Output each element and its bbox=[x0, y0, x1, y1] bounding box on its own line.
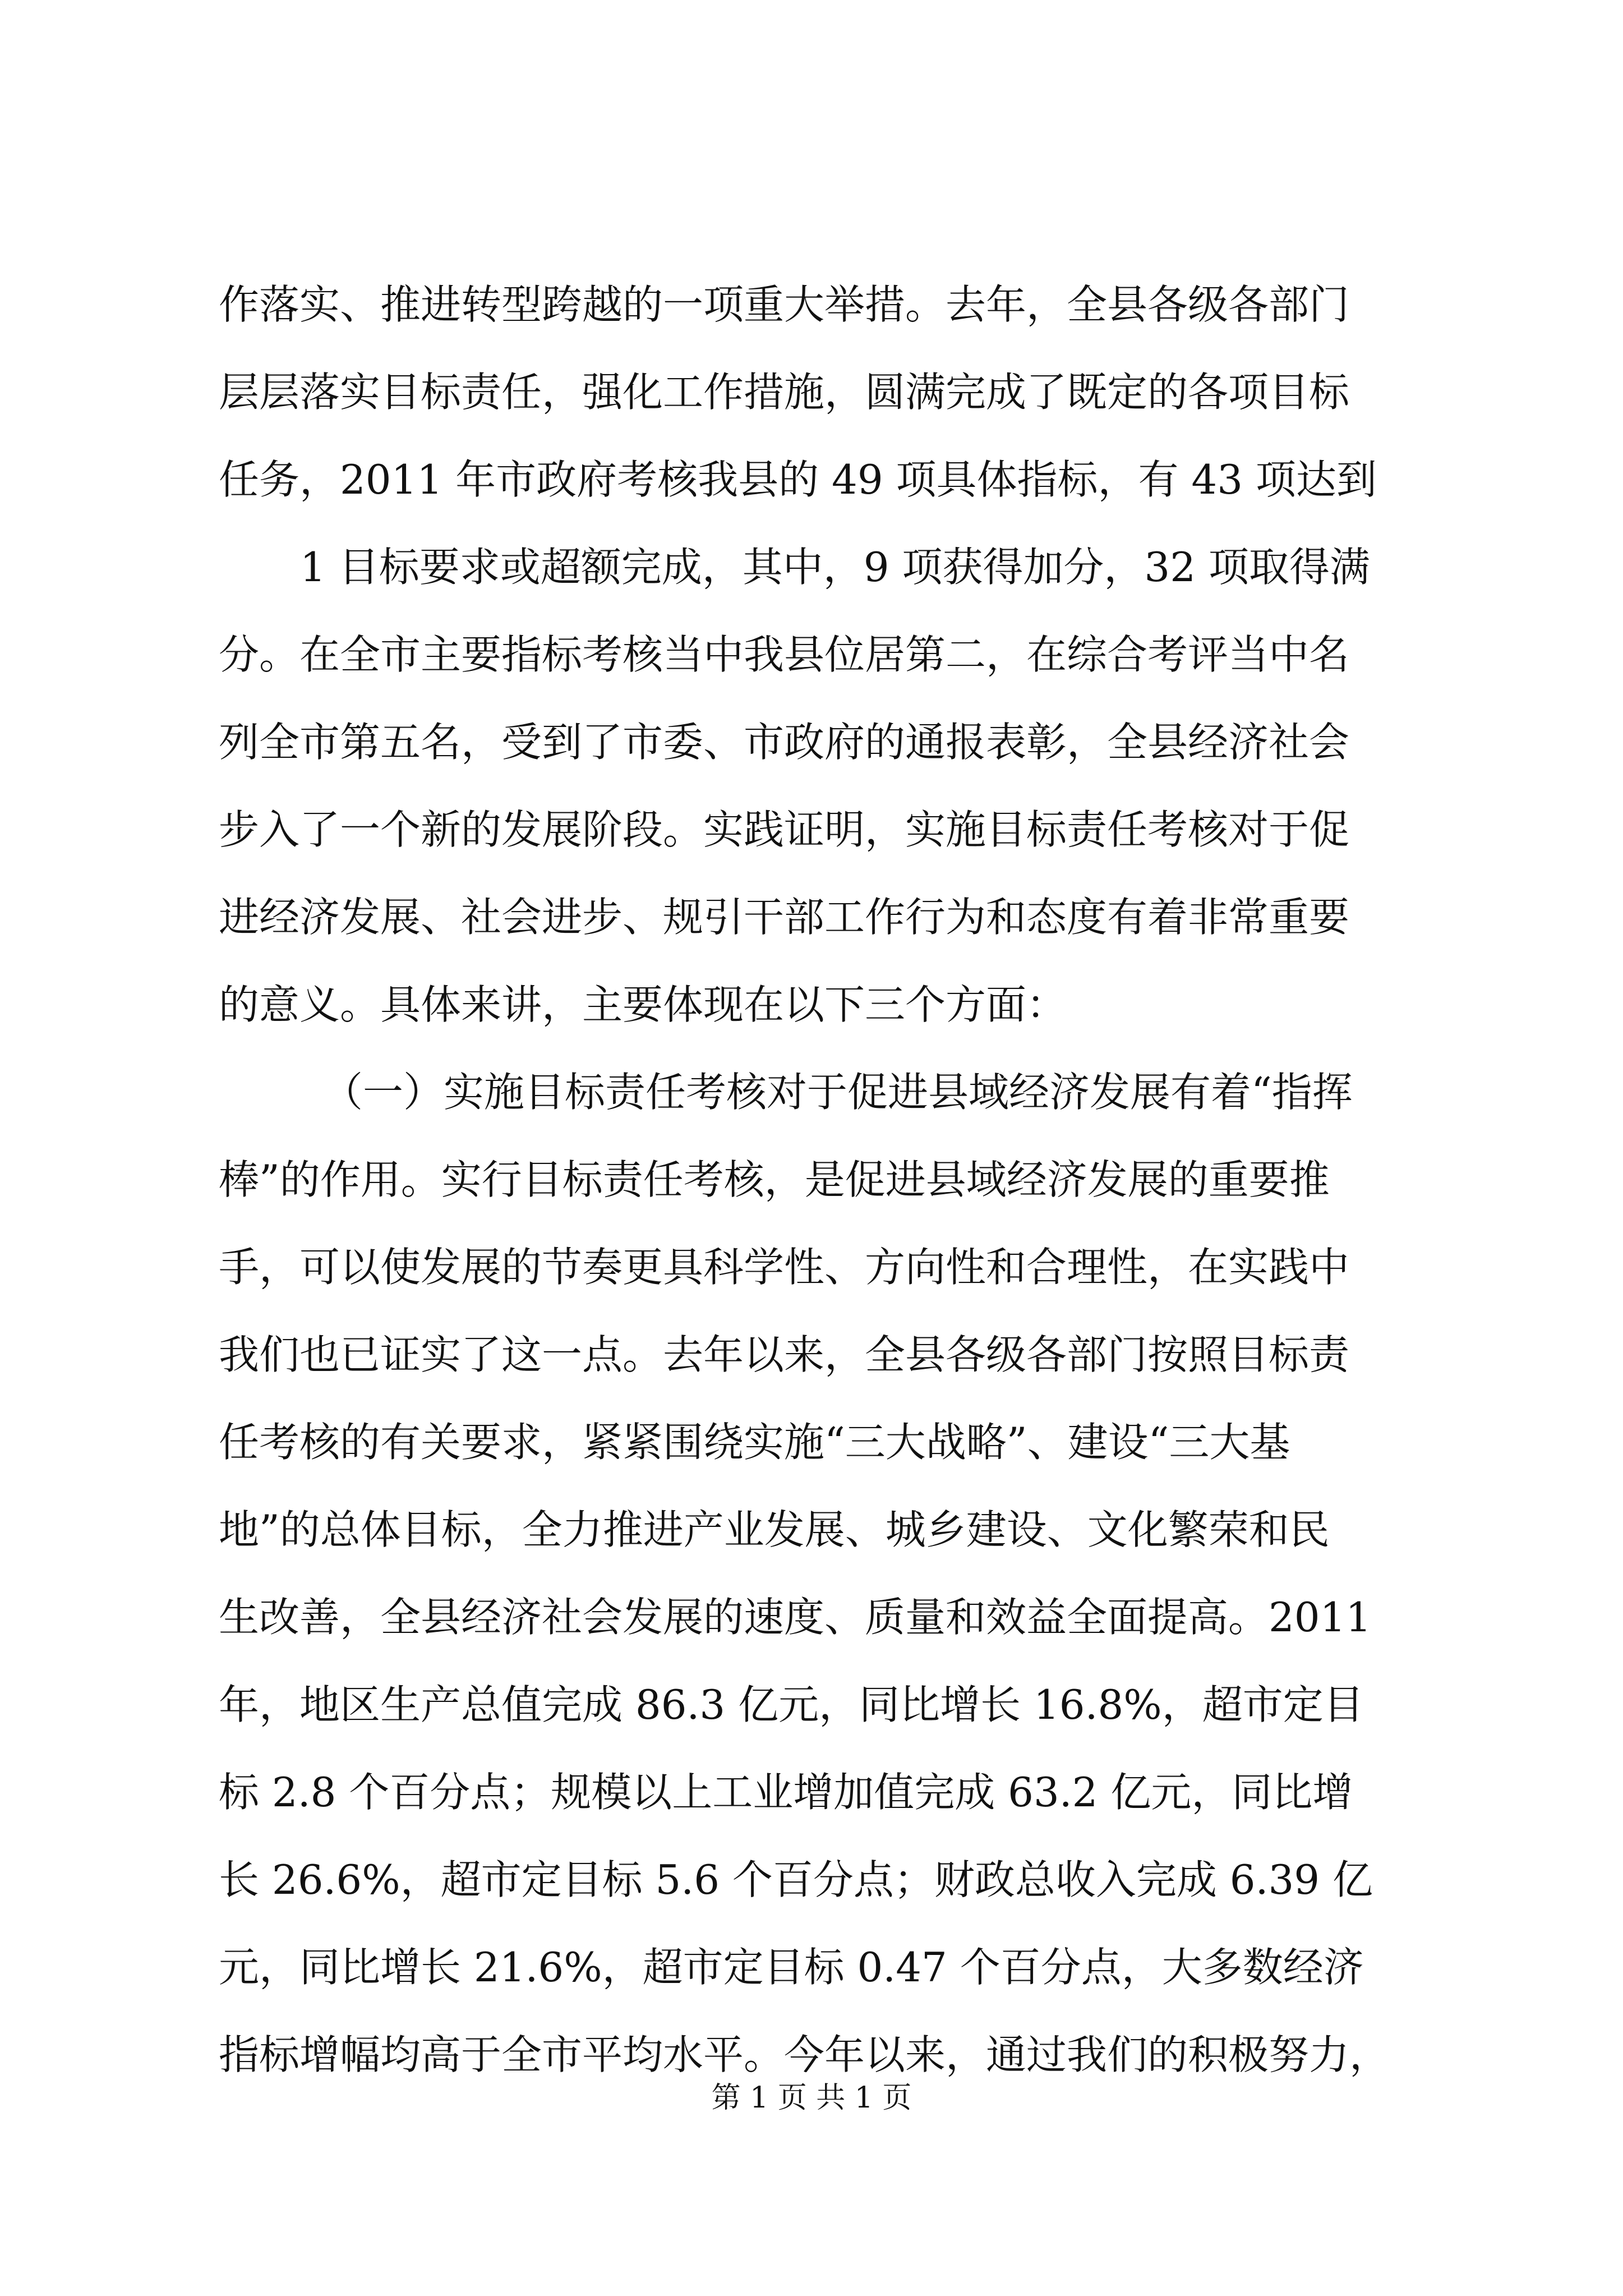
text-line: 年，地区生产总值完成 86.3 亿元，同比增长 16.8%，超市定目 bbox=[219, 1681, 1364, 1728]
text-line: 步入了一个新的发展阶段。实践证明，实施目标责任考核对于促 bbox=[219, 806, 1350, 853]
text-line: 层层落实目标责任，强化工作措施，圆满完成了既定的各项目标 bbox=[219, 369, 1350, 416]
body-text bbox=[219, 261, 1430, 2099]
text-line: 列全市第五名，受到了市委、市政府的通报表彰，全县经济社会 bbox=[219, 719, 1350, 766]
text-line: 生改善，全县经济社会发展的速度、质量和效益全面提高。2011 bbox=[219, 1594, 1372, 1641]
page-footer: 第 1 页 共 1 页 bbox=[711, 2081, 912, 2115]
text-line: 棒”的作用。实行目标责任考核，是促进县域经济发展的重要推 bbox=[219, 1156, 1330, 1203]
text-line: 指标增幅均高于全市平均水平。今年以来，通过我们的积极努力， bbox=[219, 2031, 1390, 2078]
text-line: 长 26.6%，超市定目标 5.6 个百分点；财政总收入完成 6.39 亿 bbox=[219, 1856, 1373, 1903]
text-line: 进经济发展、社会进步、规引干部工作行为和态度有着非常重要 bbox=[219, 894, 1350, 941]
text-line: 地”的总体目标，全力推进产业发展、城乡建设、文化繁荣和民 bbox=[219, 1506, 1330, 1553]
text-line: 标 2.8 个百分点；规模以上工业增加值完成 63.2 亿元，同比增 bbox=[219, 1769, 1353, 1816]
text-line: 手，可以使发展的节奏更具科学性、方向性和合理性，在实践中 bbox=[219, 1244, 1350, 1291]
text-line: 分。在全市主要指标考核当中我县位居第二，在综合考评当中名 bbox=[219, 631, 1350, 678]
text-line: 的意义。具体来讲，主要体现在以下三个方面： bbox=[219, 981, 1067, 1028]
text-line: 任务，2011 年市政府考核我县的 49 项具体指标，有 43 项达到 bbox=[219, 456, 1377, 503]
section-heading-line: （一）实施目标责任考核对于促进县域经济发展有着“指挥 bbox=[322, 1069, 1353, 1116]
text-line: 作落实、推进转型跨越的一项重大举措。去年，全县各级各部门 bbox=[219, 281, 1350, 328]
text-line: 任考核的有关要求，紧紧围绕实施“三大战略”、建设“三大基 bbox=[219, 1419, 1290, 1466]
text-line: 元，同比增长 21.6%，超市定目标 0.47 个百分点，大多数经济 bbox=[219, 1944, 1364, 1991]
text-line: 1 目标要求或超额完成，其中，9 项获得加分，32 项取得满 bbox=[300, 544, 1370, 591]
text-line: 我们也已证实了这一点。去年以来，全县各级各部门按照目标责 bbox=[219, 1331, 1350, 1378]
